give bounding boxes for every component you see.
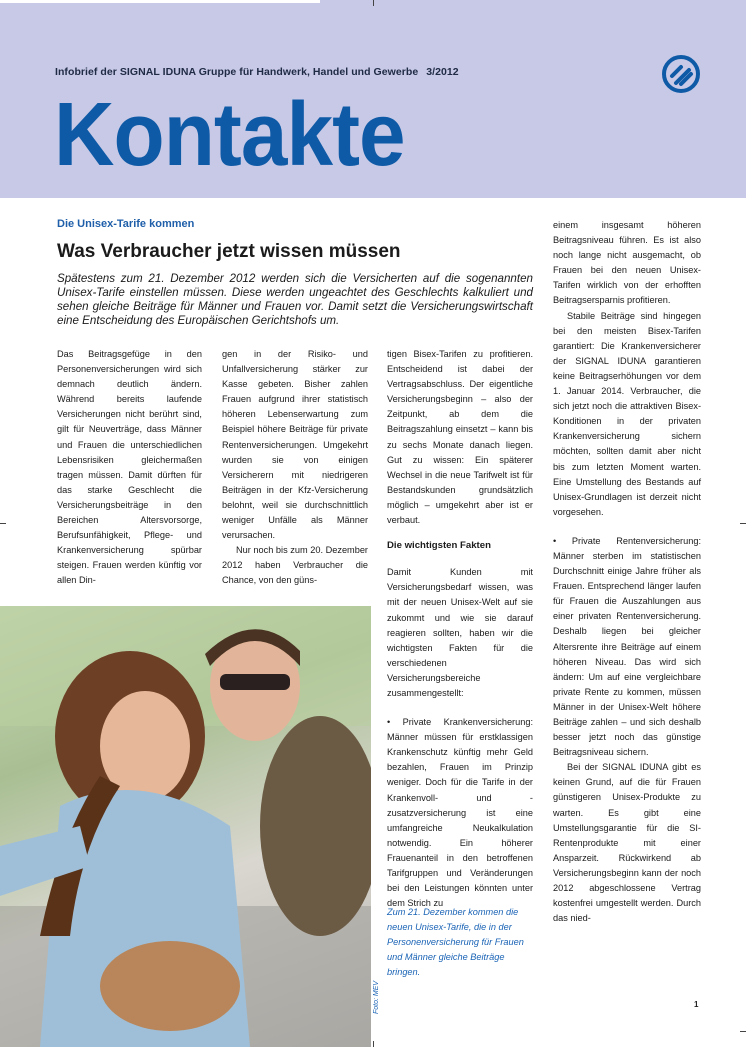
crop-mark — [0, 523, 6, 524]
paragraph: gen in der Risiko- und Unfallversicherung stärker zur Kasse gebeten. Bisher zahlen Frauen aufgrund ihrer statistisch höheren Lebenserwartung zum Beispiel höhere Beiträge für private Rentenversicherungen. Umgekehrt wurden sie von einigen Versicherern mit niedrigeren Beiträgen in der Kfz-Versicherung belohnt, weil sie durchschnittlich weniger Unfälle als Männer verursachen. — [222, 349, 368, 541]
top-rule — [0, 0, 320, 3]
issue-number: 3/2012 — [426, 66, 459, 78]
signal-iduna-logo-icon — [662, 55, 700, 93]
article-headline: Was Verbraucher jetzt wissen müssen — [57, 241, 401, 262]
paragraph: Stabile Beiträge sind hingegen bei den meisten Bisex-Tarifen garantiert: Die Krankenversicherer der SIGNAL IDUNA garantieren keine Beitragserhöhungen vor dem 1. Januar 2014. Verbraucher, die sich jetzt noch die attraktiven Bisex-Konditionen in der privaten Krankenversicherung sichern möchten, sollten damit aber nicht bis zum letzten Moment warten. Eine Umstellung des Bestands auf Unisex-Grundlagen ist derzeit nicht vorgesehen. — [553, 310, 701, 517]
paragraph: Damit Kunden mit Versicherungsbedarf wissen, was mit der neuen Unisex-Welt auf sie zukommt und wie sie darauf reagieren sollten, haben wir die wichtigsten Fakten für die verschiedenen Versicherungsbereiche zusammengestellt: — [387, 567, 533, 698]
column-2 — [222, 347, 368, 589]
masthead-title: Kontakte — [54, 85, 405, 185]
photo-credit: Foto: MEV — [373, 980, 380, 1014]
crop-mark — [373, 1041, 374, 1047]
photo-caption: Zum 21. Dezember kommen die neuen Unisex-Tarife, die in der Personenversicherung für Frauen und Männer gleiche Beiträge bringen. — [387, 907, 524, 977]
article-lead: Spätestens zum 21. Dezember 2012 werden sich die Versicherten auf die sogenannten Unisex-Tarife einstellen müssen. Diese werden ungeachtet des Geschlechts kalkuliert und sehen gleiche Beiträge für Männer und Frauen vor. Damit setzt die Versicherungswirtschaft eine Entscheidung des Europäischen Gerichtshofs um. — [57, 272, 533, 327]
paragraph: Bei der SIGNAL IDUNA gibt es keinen Grund, auf die für Frauen günstigeren Unisex-Produkte zu warten. Es gibt eine Umstellungsgarantie für die SI-Rentenprodukte mit einer Ansparzeit. Rückwirkend ab Versicherungsbeginn kann der noch 2012 abgeschlossene Vertrag kostenfrei umgestellt werden. Durch das nied- — [553, 762, 701, 924]
paragraph: • Private Rentenversicherung: Männer sterben im statistischen Durchschnitt einige Jahre früher als Frauen. Entsprechend länger laufen für Frauen die Auszahlungen aus einer privaten Rentenversicherung. Deshalb liegen bei gleicher Altersrente ihre Beiträge auf einem höheren Niveau. Das wird sich ändern: Um auf eine vergleichbare private Rente zu kommen, müssen Männer in der Unisex-Welt höhere Beiträge zahlen – und sich deshalb besser jetzt noch das günstige Beitragsniveau sichern. — [553, 535, 701, 758]
photo-illustration — [0, 606, 371, 1047]
article-kicker: Die Unisex-Tarife kommen — [57, 218, 195, 230]
column-3 — [387, 347, 533, 911]
page-number: 1 — [694, 1000, 699, 1009]
publication-subtitle — [55, 66, 459, 78]
spacer — [553, 520, 701, 534]
subtitle-text: Infobrief der SIGNAL IDUNA Gruppe für Handwerk, Handel und Gewerbe — [55, 66, 419, 78]
paragraph: Das Beitragsgefüge in den Personenversicherungen wird sich demnach deutlich ändern. Während bereits laufende Versicherungen nicht berührt sind, gilt für Neuverträge, dass Männer und Frauen die unterschiedlichen Lebensrisiken gleichermaßen tragen müssen. Damit dürften für das starke Geschlecht die Versicherungsbeiträge in den Bereichen Altersvorsorge, Berufsunfähigkeit, Pflege- und Krankenversicherung spürbar steigen. Frauen werden künftig vor allen Din- — [57, 349, 202, 586]
paragraph: Nur noch bis zum 20. Dezember 2012 haben Verbraucher die Chance, von den güns- — [222, 545, 368, 586]
couple-photo — [0, 606, 371, 1047]
crop-mark — [740, 1031, 746, 1032]
crop-mark — [373, 0, 374, 6]
column-1 — [57, 347, 202, 589]
section-heading: Die wichtigsten Fakten — [387, 540, 491, 552]
paragraph: • Private Krankenversicherung: Männer müssen für erstklassigen Krankenschutz künftig mehr Geld bezahlen, Frauen im Prinzip weniger. Doch für die Tarife in der Krankenvoll- und -zusatzversicherung ist eine umfangreiche Neukalkulation notwendig. Ein höherer Frauenanteil in den betroffenen Tarifgruppen und Veränderungen bei den Leistungen könnten unter dem Strich zu — [387, 717, 533, 909]
crop-mark — [740, 523, 746, 524]
column-4 — [553, 218, 701, 926]
spacer — [387, 701, 533, 715]
paragraph: einem insgesamt höheren Beitragsniveau führen. Es ist also noch lange nicht ausgemacht, ob Frauen bei den neuen Unisex-Tarifen wirklich von der erhofften Beitragsersparnis profitieren. — [553, 220, 701, 306]
paragraph: tigen Bisex-Tarifen zu profitieren. Entscheidend ist dabei der Vertragsabschluss. Der eigentliche Versicherungsbeginn – also der Zeitpunkt, ab dem die Beitragszahlung einsetzt – kann bis zu sechs Monate danach liegen. Gut zu wissen: Ein späterer Wechsel in die neue Tarifwelt ist für Bestandskunden grundsätzlich möglich – umgekehrt aber ist er verbaut. — [387, 349, 533, 526]
